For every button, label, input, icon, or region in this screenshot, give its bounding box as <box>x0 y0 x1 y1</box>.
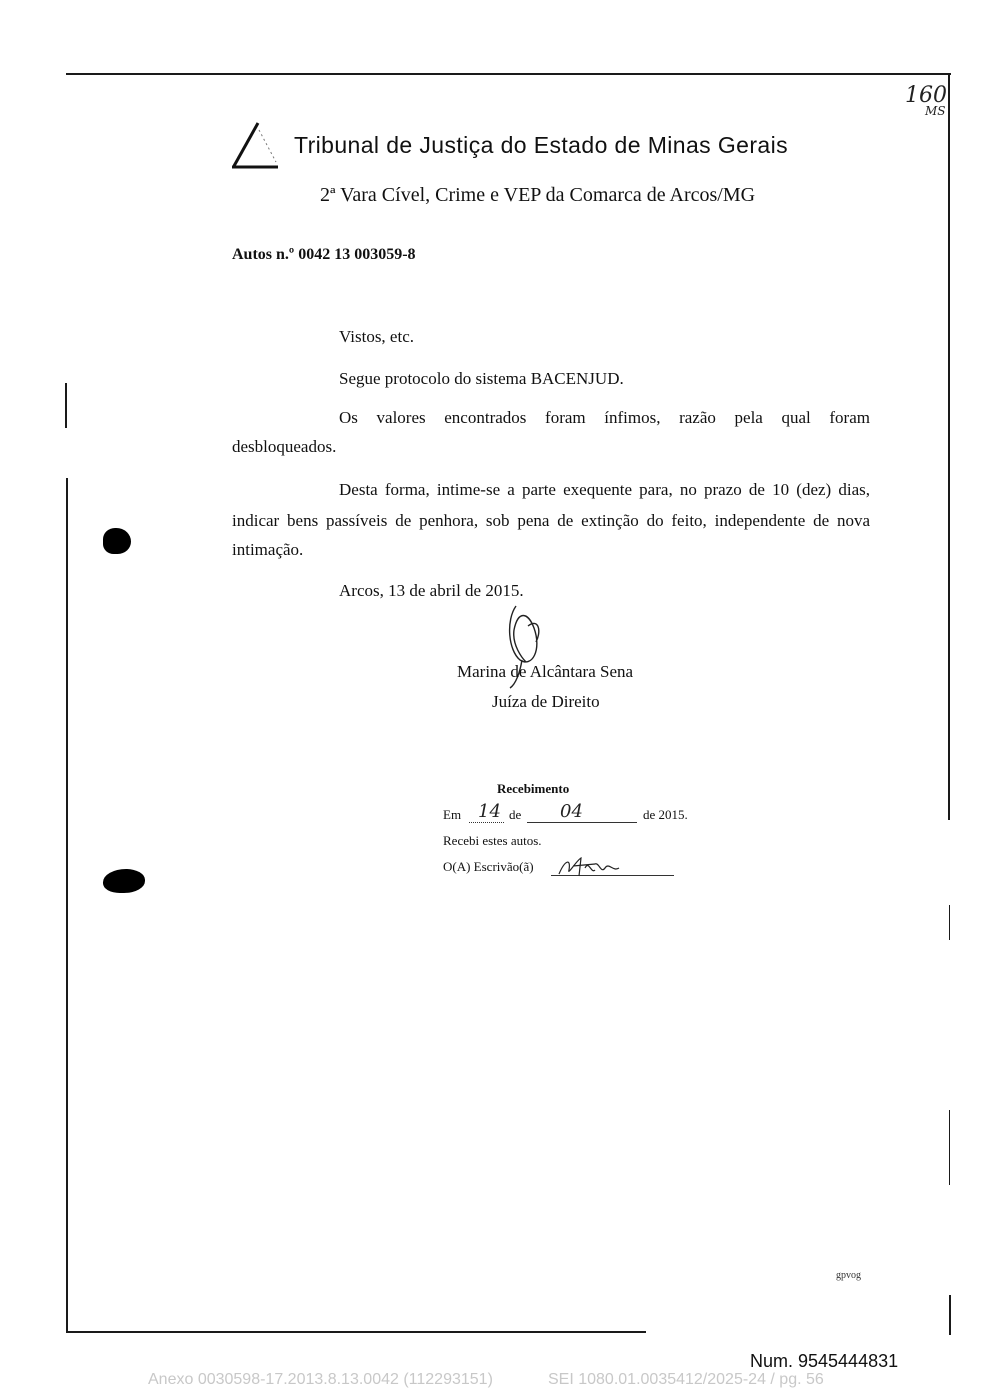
ink-blot <box>103 528 131 554</box>
receipt-month: 04 <box>560 801 583 822</box>
judge-name: Marina de Alcântara Sena <box>457 662 634 681</box>
court-title: Tribunal de Justiça do Estado de Minas Gerais <box>294 132 789 158</box>
court-logo-icon <box>228 120 284 172</box>
receipt-date-row <box>443 801 703 828</box>
right-edge-fragment <box>949 1110 950 1185</box>
right-edge-fragment <box>949 1295 951 1335</box>
receipt-clerk-row <box>443 856 683 880</box>
footer-sei: SEI 1080.01.0035412/2025-24 / pg. 56 <box>548 1371 824 1388</box>
receipt-clerk-label: O(A) Escrivão(ã) <box>443 859 534 874</box>
receipt-year-suffix: de 2015. <box>643 807 688 822</box>
receipt-em-label: Em <box>443 807 462 822</box>
right-edge-fragment <box>949 905 950 940</box>
date-line: Arcos, 13 de abril de 2015. <box>339 581 524 600</box>
judge-role: Juíza de Direito <box>492 692 600 711</box>
bottom-border-line <box>66 1331 646 1333</box>
paragraph-intimacao-line3: intimação. <box>232 540 304 559</box>
receipt-month-line <box>527 822 637 823</box>
paragraph-intimacao-line2: indicar bens passíveis de penhora, sob pena de extinção do feito, independente de nova <box>232 511 870 530</box>
receipt-day-line <box>469 822 504 823</box>
paragraph-bacenjud: Segue protocolo do sistema BACENJUD. <box>339 369 624 388</box>
ink-blot <box>103 869 145 893</box>
paragraph-valores-line1: Os valores encontrados foram ínfimos, razão pela qual foram <box>339 408 870 427</box>
court-subtitle: 2ª Vara Cível, Crime e VEP da Comarca de Arcos/MG <box>320 184 756 206</box>
left-border-line <box>66 478 68 1333</box>
left-margin-mark <box>65 383 67 428</box>
clerk-signature-scribble <box>555 854 625 880</box>
footer-document-number: Num. 9545444831 <box>750 1351 899 1371</box>
paragraph-intimacao-line1: Desta forma, intime-se a parte exequente para, no prazo de 10 (dez) dias, <box>339 480 870 499</box>
receipt-received-text: Recebi estes autos. <box>443 833 542 848</box>
corner-mark: gpvog <box>836 1270 861 1281</box>
receipt-day: 14 <box>478 801 501 822</box>
right-border-line <box>948 75 950 820</box>
paragraph-valores-line2: desbloqueados. <box>232 437 337 456</box>
folio-number: 160 <box>905 83 947 108</box>
receipt-title: Recebimento <box>497 781 570 796</box>
top-border-line <box>66 73 951 75</box>
case-number: Autos n.º 0042 13 003059-8 <box>232 246 416 263</box>
receipt-de-label: de <box>509 807 522 822</box>
footer-annex: Anexo 0030598-17.2013.8.13.0042 (112293151) <box>148 1371 493 1388</box>
paragraph-vistos: Vistos, etc. <box>339 327 414 346</box>
folio-initials: MS <box>925 104 946 118</box>
